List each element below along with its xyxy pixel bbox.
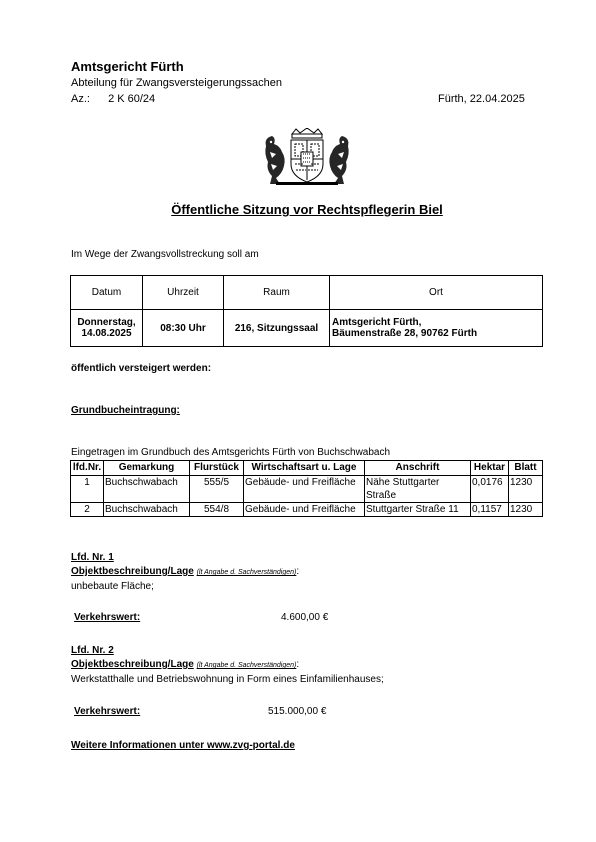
hearing-table-header	[71, 276, 543, 310]
row-flurstueck: 555/5	[190, 476, 244, 503]
object-1-description: unbebaute Fläche;	[71, 581, 154, 592]
land-register-table	[70, 460, 543, 517]
row-hektar: 0,1157	[471, 503, 509, 517]
hearing-weekday: Donnerstag,	[77, 317, 136, 328]
row-anschrift-line1: Nähe Stuttgarter	[366, 477, 440, 488]
header-room: Raum	[224, 276, 330, 310]
col-gemarkung: Gemarkung	[104, 461, 190, 476]
more-info-link[interactable]: Weitere Informationen unter www.zvg-portal.de	[71, 740, 295, 751]
object-2-label-text: Objektbeschreibung/Lage	[71, 659, 194, 670]
object-2-value: 515.000,00 €	[268, 706, 327, 717]
land-register-header	[71, 461, 543, 476]
col-blatt: Blatt	[509, 461, 543, 476]
object-2-number: Lfd. Nr. 2	[71, 645, 114, 656]
place-date: Fürth, 22.04.2025	[438, 93, 525, 105]
row-hektar: 0,0176	[471, 476, 509, 503]
row-anschrift: Stuttgarter Straße 11	[365, 503, 471, 517]
bavarian-coat-of-arms-icon	[262, 128, 352, 186]
object-2-label	[71, 659, 299, 670]
page-title: Öffentliche Sitzung vor Rechtspflegerin Biel	[171, 202, 443, 217]
case-number	[71, 93, 155, 105]
hearing-date	[71, 310, 143, 347]
hearing-table-row	[71, 310, 543, 347]
row-blatt: 1230	[509, 503, 543, 517]
object-1-colon: :	[296, 566, 300, 577]
row-gemarkung: Buchschwabach	[104, 476, 190, 503]
hearing-time: 08:30 Uhr	[143, 310, 224, 347]
object-2-note: (lt Angabe d. Sachverständigen)	[196, 662, 297, 669]
row-anschrift	[365, 476, 471, 503]
table-row	[71, 476, 543, 503]
table-row	[71, 503, 543, 517]
col-flurstueck: Flurstück	[190, 461, 244, 476]
col-anschrift: Anschrift	[365, 461, 471, 476]
header-time: Uhrzeit	[143, 276, 224, 310]
col-art: Wirtschaftsart u. Lage	[244, 461, 365, 476]
col-hektar: Hektar	[471, 461, 509, 476]
hearing-room: 216, Sitzungssaal	[224, 310, 330, 347]
object-2-colon: :	[296, 659, 300, 670]
object-2-value-label: Verkehrswert:	[74, 706, 141, 717]
hearing-table	[70, 275, 543, 347]
object-2-description: Werkstatthalle und Betriebswohnung in Form eines Einfamilienhauses;	[71, 674, 384, 685]
object-1-label-text: Objektbeschreibung/Lage	[71, 566, 194, 577]
row-art: Gebäude- und Freifläche	[244, 503, 365, 517]
header-date: Datum	[71, 276, 143, 310]
intro-text: Im Wege der Zwangsvollstreckung soll am	[71, 249, 259, 260]
object-1-number: Lfd. Nr. 1	[71, 552, 114, 563]
land-register-text: Eingetragen im Grundbuch des Amtsgerichts Fürth von Buchschwabach	[71, 447, 391, 458]
case-number-value: 2 K 60/24	[108, 93, 156, 105]
court-name: Amtsgericht Fürth	[71, 59, 184, 74]
hearing-place	[330, 310, 543, 347]
hearing-place-line1: Amtsgericht Fürth,	[332, 317, 422, 328]
department: Abteilung für Zwangsversteigerungssachen	[71, 77, 282, 89]
row-art: Gebäude- und Freifläche	[244, 476, 365, 503]
row-anschrift-line2: Straße	[366, 490, 397, 501]
case-number-label: Az.:	[71, 93, 90, 105]
row-nr: 2	[71, 503, 104, 517]
land-register-heading: Grundbucheintragung:	[71, 405, 180, 416]
object-1-value: 4.600,00 €	[281, 612, 329, 623]
object-1-value-label: Verkehrswert:	[74, 612, 141, 623]
row-gemarkung: Buchschwabach	[104, 503, 190, 517]
row-flurstueck: 554/8	[190, 503, 244, 517]
row-blatt: 1230	[509, 476, 543, 503]
hearing-day: 14.08.2025	[81, 328, 132, 339]
object-1-note: (lt Angabe d. Sachverständigen)	[196, 569, 297, 576]
object-1-label	[71, 566, 299, 577]
hearing-place-line2: Bäumenstraße 28, 90762 Fürth	[332, 328, 478, 339]
auction-statement: öffentlich versteigert werden:	[71, 363, 212, 374]
col-nr: lfd.Nr.	[71, 461, 104, 476]
row-nr: 1	[71, 476, 104, 503]
header-place: Ort	[330, 276, 543, 310]
